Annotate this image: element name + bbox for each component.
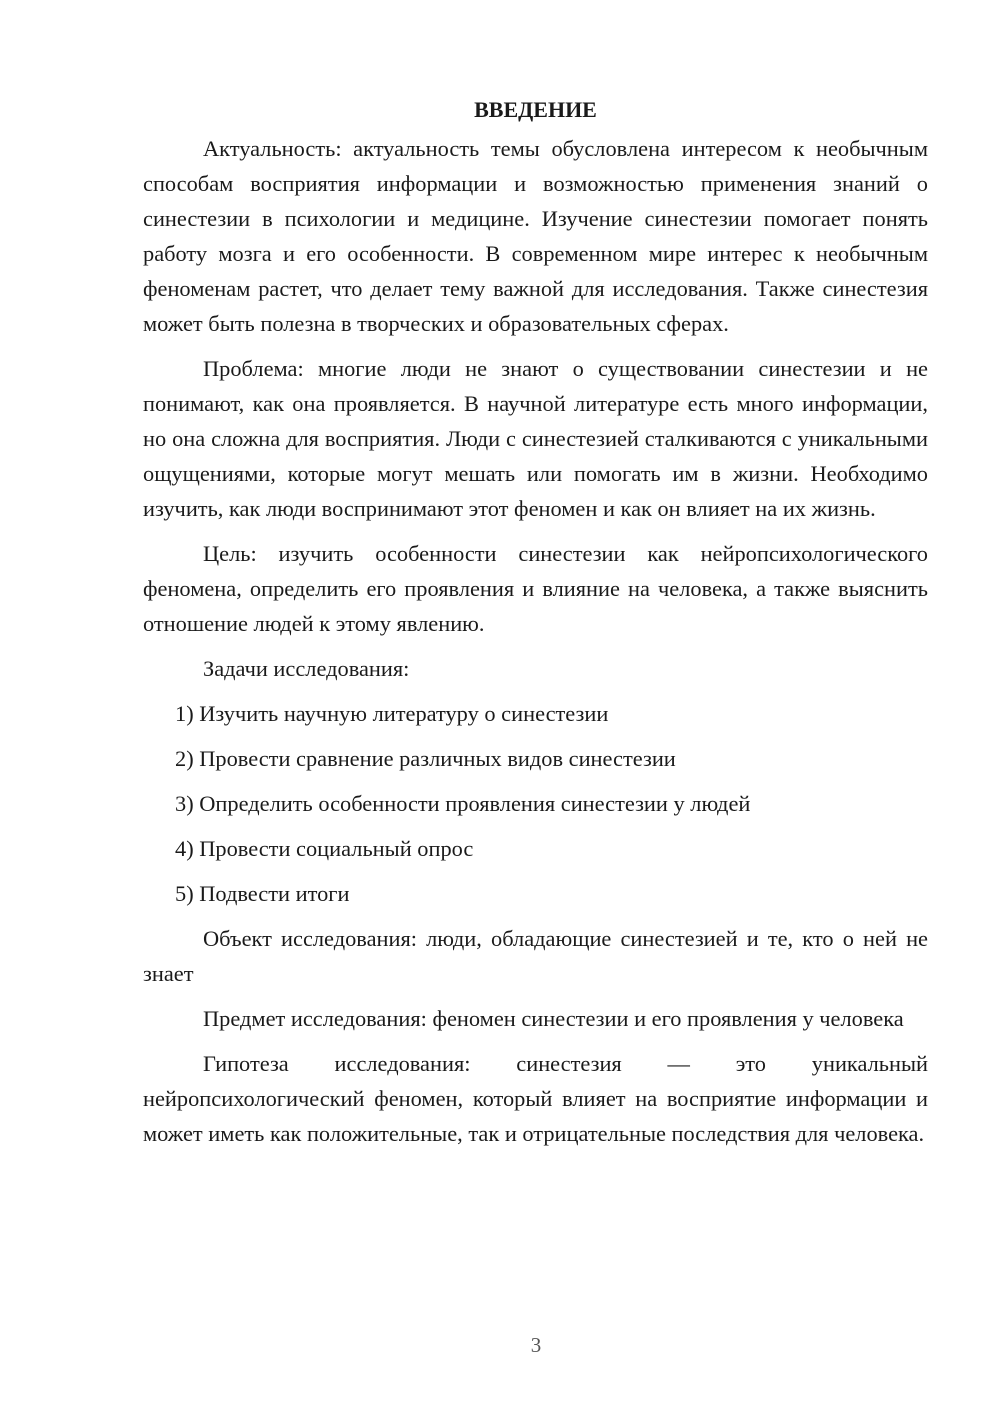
task-list bbox=[143, 696, 928, 911]
relevance-paragraph: Актуальность: актуальность темы обусловлена интересом к необычным способам восприятия информации и возможностью применения знаний о синестезии в психологии и медицине. Изучение синестезии помогает понять работу мозга и его особенности. В современном мире интерес к необычным феноменам растет, что делает тему важной для исследования. Также синестезия может быть полезна в творческих и образовательных сферах. bbox=[143, 136, 928, 336]
list-item: 1) Изучить научную литературу о синестезии bbox=[175, 701, 609, 726]
page-title: ВВЕДЕНИЕ bbox=[474, 97, 597, 122]
tasks-title: Задачи исследования: bbox=[203, 656, 410, 681]
problem-paragraph: Проблема: многие люди не знают о существовании синестезии и не понимают, как она проявляется. В научной литературе есть много информации, но она сложна для восприятия. Люди с синестезией сталкиваются с уникальными ощущениями, которые могут мешать или помогать им в жизни. Необходимо изучить, как люди воспринимают этот феномен и как он влияет на их жизнь. bbox=[143, 356, 928, 521]
subject-paragraph: Предмет исследования: феномен синестезии и его проявления у человека bbox=[203, 1006, 904, 1031]
list-item: 5) Подвести итоги bbox=[175, 881, 350, 906]
list-item: 4) Провести социальный опрос bbox=[175, 836, 474, 861]
object-paragraph: Объект исследования: люди, обладающие синестезией и те, кто о ней не знает bbox=[143, 926, 928, 986]
page-content bbox=[143, 92, 928, 1161]
goal-paragraph: Цель: изучить особенности синестезии как нейропсихологического феномена, определить его проявления и влияние на человека, а также выяснить отношение людей к этому явлению. bbox=[143, 541, 928, 636]
hypothesis-paragraph: Гипотеза исследования: синестезия — это уникальный нейропсихологический феномен, который влияет на восприятие информации и может иметь как положительные, так и отрицательные последствия для человека. bbox=[143, 1051, 928, 1146]
list-item: 2) Провести сравнение различных видов синестезии bbox=[175, 746, 676, 771]
page-number: 3 bbox=[530, 1333, 542, 1357]
list-item: 3) Определить особенности проявления синестезии у людей bbox=[175, 791, 751, 816]
